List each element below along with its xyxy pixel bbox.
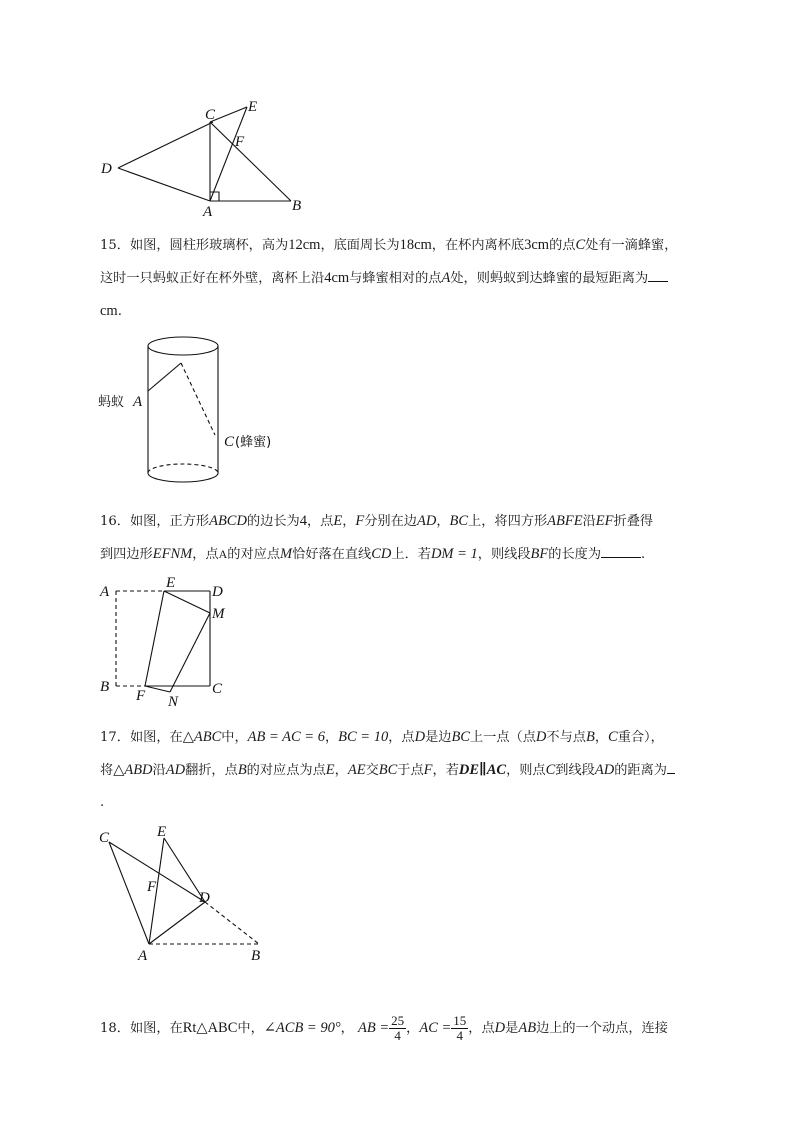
q16-ad: AD bbox=[416, 513, 437, 529]
q17-text: ，若 bbox=[432, 763, 459, 778]
q17-line-3 bbox=[100, 787, 720, 819]
q17-text: 将 bbox=[100, 763, 114, 778]
seg-CB bbox=[210, 122, 291, 201]
q17-text: 交 bbox=[365, 763, 379, 778]
q18-ac-fraction bbox=[451, 1014, 468, 1043]
q17-text: 上一点（点 bbox=[469, 730, 536, 745]
q15-line-1 bbox=[100, 229, 720, 262]
q17-text: ，则点 bbox=[506, 763, 546, 778]
q18-ab-fraction bbox=[389, 1014, 406, 1043]
q16-text: 如图，正方形 bbox=[129, 514, 210, 529]
label-honey: (蜂蜜) bbox=[235, 435, 272, 450]
q17-text: 是边 bbox=[425, 730, 452, 745]
q15-number: 15． bbox=[100, 238, 130, 253]
figure-triangle-top-svg bbox=[95, 95, 315, 220]
q17-answer-blank[interactable] bbox=[667, 760, 675, 774]
q16-text: ，点 bbox=[306, 514, 334, 529]
q16-text: 的长度为 bbox=[548, 547, 602, 562]
q18-text: 中， bbox=[237, 1021, 264, 1036]
label-A: A bbox=[203, 204, 213, 220]
question-16 bbox=[100, 505, 720, 571]
q17-parallel: DE∥AC bbox=[458, 762, 507, 778]
q17-point-d: D bbox=[535, 729, 547, 745]
q15-text: 与蜂蜜相对的点 bbox=[349, 271, 442, 286]
q15-perimeter: 18cm bbox=[399, 237, 432, 253]
seg-FN bbox=[145, 686, 170, 692]
q18-ab-denominator: 4 bbox=[394, 1028, 401, 1043]
q17-text: 如图，在 bbox=[129, 730, 183, 745]
q17-text: 不与点 bbox=[546, 730, 586, 745]
q18-ac-numerator: 15 bbox=[453, 1013, 467, 1028]
figure-fold-triangle-svg bbox=[94, 820, 274, 970]
label-C: C bbox=[224, 434, 235, 450]
cyl-top-ellipse bbox=[148, 337, 218, 355]
q16-text: ，点 bbox=[192, 547, 219, 562]
q16-text: 恰好落在直线 bbox=[292, 547, 372, 562]
q17-line-1 bbox=[100, 721, 720, 754]
seg-EM bbox=[164, 591, 210, 613]
q17-end: . bbox=[100, 795, 105, 810]
q17-line-2 bbox=[100, 754, 720, 787]
label-N: N bbox=[168, 694, 179, 710]
q16-text: 上．若 bbox=[391, 547, 431, 562]
q16-number: 16． bbox=[100, 514, 130, 529]
q15-text: 如图，圆柱形玻璃杯，高为 bbox=[129, 238, 289, 253]
q16-point-e: E bbox=[333, 513, 343, 529]
q17-bc: BC bbox=[378, 762, 398, 778]
q17-text: 的对应点为点 bbox=[246, 763, 326, 778]
q16-text: 上，将四方形 bbox=[468, 514, 548, 529]
question-18 bbox=[100, 1010, 720, 1047]
figure-cylinder bbox=[98, 325, 298, 485]
q16-text: ， bbox=[436, 514, 450, 529]
q17-text: ， bbox=[594, 730, 609, 745]
q16-point-m: M bbox=[280, 546, 293, 562]
figure-fold-triangle bbox=[94, 820, 274, 970]
q16-text: 分别在边 bbox=[364, 514, 417, 529]
q15-point-c: C bbox=[575, 237, 586, 253]
label-A: A bbox=[100, 584, 110, 600]
q17-point-b: B bbox=[585, 729, 595, 745]
seg-MN bbox=[170, 613, 210, 692]
q18-text: ， bbox=[340, 1021, 354, 1036]
q16-answer-blank[interactable] bbox=[601, 544, 641, 558]
q16-text: 沿 bbox=[582, 514, 596, 529]
q16-end: . bbox=[641, 547, 646, 562]
q17-text: 到线段 bbox=[555, 763, 595, 778]
q17-ad: AD bbox=[594, 762, 615, 778]
q16-side: 4 bbox=[299, 513, 307, 529]
q16-text: ， bbox=[342, 514, 356, 529]
q17-triangle: △ABC bbox=[182, 729, 222, 745]
q15-text: 处，则蚂蚁到达蜂蜜的最短距离为 bbox=[450, 271, 649, 286]
q18-ab-numerator: 25 bbox=[391, 1013, 405, 1028]
q16-abfe: ABFE bbox=[547, 513, 583, 529]
q17-text: ，点 bbox=[388, 730, 415, 745]
figure-square-fold-svg bbox=[98, 575, 248, 710]
cyl-bottom-front bbox=[148, 473, 218, 482]
q18-text: ，点 bbox=[468, 1021, 495, 1036]
q18-text: 边上的一个动点，连接 bbox=[536, 1021, 668, 1036]
q18-ab-lhs: AB = bbox=[358, 1020, 390, 1036]
q16-line-2 bbox=[100, 538, 720, 571]
label-M: M bbox=[212, 606, 225, 622]
q16-text: 折叠得 bbox=[613, 514, 654, 529]
q18-rt-triangle: Rt△ABC bbox=[182, 1020, 238, 1036]
cyl-bottom-back bbox=[148, 464, 218, 473]
q17-triangle-abd: △ABD bbox=[113, 762, 153, 778]
seg-DC bbox=[118, 122, 213, 168]
q17-text: 于点 bbox=[397, 763, 424, 778]
seg-DB-dashed bbox=[205, 902, 259, 944]
q17-eq2: BC = 10 bbox=[338, 729, 389, 745]
q18-point-d: D bbox=[494, 1020, 506, 1036]
q17-point-b: B bbox=[237, 762, 247, 778]
q18-line-1 bbox=[100, 1010, 720, 1047]
q17-ae: AE bbox=[347, 762, 366, 778]
q15-line-2 bbox=[100, 262, 720, 295]
q17-text: ， bbox=[324, 730, 339, 745]
q18-text: ， bbox=[406, 1021, 420, 1036]
q17-point-c: C bbox=[608, 729, 618, 745]
q18-angle: ∠ACB = 90° bbox=[263, 1020, 341, 1036]
label-F: F bbox=[147, 879, 157, 895]
label-B: B bbox=[292, 198, 302, 214]
q15-text: 处有一滴蜂蜜， bbox=[585, 238, 678, 253]
q16-efnm: EFNM bbox=[152, 546, 193, 562]
label-D: D bbox=[199, 890, 210, 906]
q17-text: 翻折，点 bbox=[185, 763, 238, 778]
q17-point-f: F bbox=[423, 762, 433, 778]
q16-point-f: F bbox=[355, 513, 365, 529]
label-ant: 蚂蚁 bbox=[98, 395, 125, 410]
q16-line-1 bbox=[100, 505, 720, 538]
q16-text: 的边长为 bbox=[246, 514, 300, 529]
q17-eq1: AB = AC = 6 bbox=[247, 729, 325, 745]
q17-point-e: E bbox=[325, 762, 335, 778]
seg-AD bbox=[149, 902, 205, 944]
q17-bc: BC bbox=[451, 729, 470, 745]
label-E: E bbox=[157, 824, 167, 840]
q15-point-a: A bbox=[441, 270, 451, 286]
label-A: A bbox=[133, 394, 143, 410]
q16-bf: BF bbox=[530, 546, 549, 562]
q16-text: 到四边形 bbox=[100, 547, 153, 562]
seg-DA bbox=[118, 168, 210, 201]
label-C: C bbox=[99, 830, 110, 846]
label-C: C bbox=[212, 681, 223, 697]
q17-text: 中， bbox=[221, 730, 248, 745]
q15-answer-blank[interactable] bbox=[648, 268, 668, 282]
q16-cd: CD bbox=[371, 546, 392, 562]
q15-text: 的点 bbox=[549, 238, 576, 253]
q17-number: 17． bbox=[100, 730, 130, 745]
label-F: F bbox=[235, 134, 245, 150]
q18-ac-lhs: AC = bbox=[419, 1020, 452, 1036]
q15-height: 12cm bbox=[288, 237, 321, 253]
q16-text: 的对应点 bbox=[227, 547, 281, 562]
q16-dm: DM = 1 bbox=[430, 546, 478, 562]
q17-point-c: C bbox=[545, 762, 556, 778]
figure-cylinder-svg bbox=[98, 325, 298, 485]
label-D: D bbox=[101, 161, 112, 177]
q15-text: ，底面周长为 bbox=[320, 238, 400, 253]
q16-ef: EF bbox=[595, 513, 614, 529]
q18-text: 是 bbox=[505, 1021, 519, 1036]
q18-number: 18． bbox=[100, 1021, 130, 1036]
q17-ad: AD bbox=[165, 762, 186, 778]
question-15 bbox=[100, 229, 720, 328]
q18-ac-denominator: 4 bbox=[456, 1028, 464, 1043]
q18-text: 如图，在 bbox=[129, 1021, 183, 1036]
q15-text: ，在杯内离杯底 bbox=[431, 238, 525, 253]
q15-text: 这时一只蚂蚁正好在杯外壁，离杯上沿 bbox=[100, 271, 325, 286]
question-17 bbox=[100, 721, 720, 819]
figure-triangle-top bbox=[95, 95, 315, 220]
seg-CD bbox=[109, 842, 205, 902]
q17-text: 重合）， bbox=[617, 730, 664, 745]
label-E: E bbox=[166, 575, 176, 591]
q16-bc: BC bbox=[449, 513, 469, 529]
q17-point-d: D bbox=[414, 729, 426, 745]
q16-point-a: A bbox=[218, 547, 228, 561]
label-D: D bbox=[212, 584, 223, 600]
q18-ab: AB bbox=[518, 1020, 537, 1036]
q16-text: ，则线段 bbox=[477, 547, 531, 562]
q17-text: ， bbox=[334, 763, 348, 778]
q17-text: 沿 bbox=[152, 763, 166, 778]
q17-text: 的距离为 bbox=[614, 763, 667, 778]
path-rim-to-honey bbox=[181, 363, 215, 435]
seg-EA bbox=[210, 107, 247, 201]
q15-line-3 bbox=[100, 295, 720, 328]
figure-square-fold bbox=[98, 575, 248, 710]
q15-dist: 3cm bbox=[524, 237, 550, 253]
path-ant-to-rim bbox=[148, 363, 181, 391]
label-E: E bbox=[248, 99, 258, 115]
label-F: F bbox=[136, 688, 146, 704]
label-A: A bbox=[138, 948, 148, 964]
label-B: B bbox=[100, 679, 110, 695]
label-C: C bbox=[205, 107, 216, 123]
q15-unit: cm bbox=[100, 303, 118, 319]
q16-square: ABCD bbox=[209, 513, 247, 529]
seg-CA bbox=[109, 842, 149, 944]
q15-top: 4cm bbox=[324, 270, 350, 286]
label-B: B bbox=[251, 948, 261, 964]
seg-EF bbox=[145, 591, 164, 686]
q15-period: . bbox=[117, 304, 122, 319]
